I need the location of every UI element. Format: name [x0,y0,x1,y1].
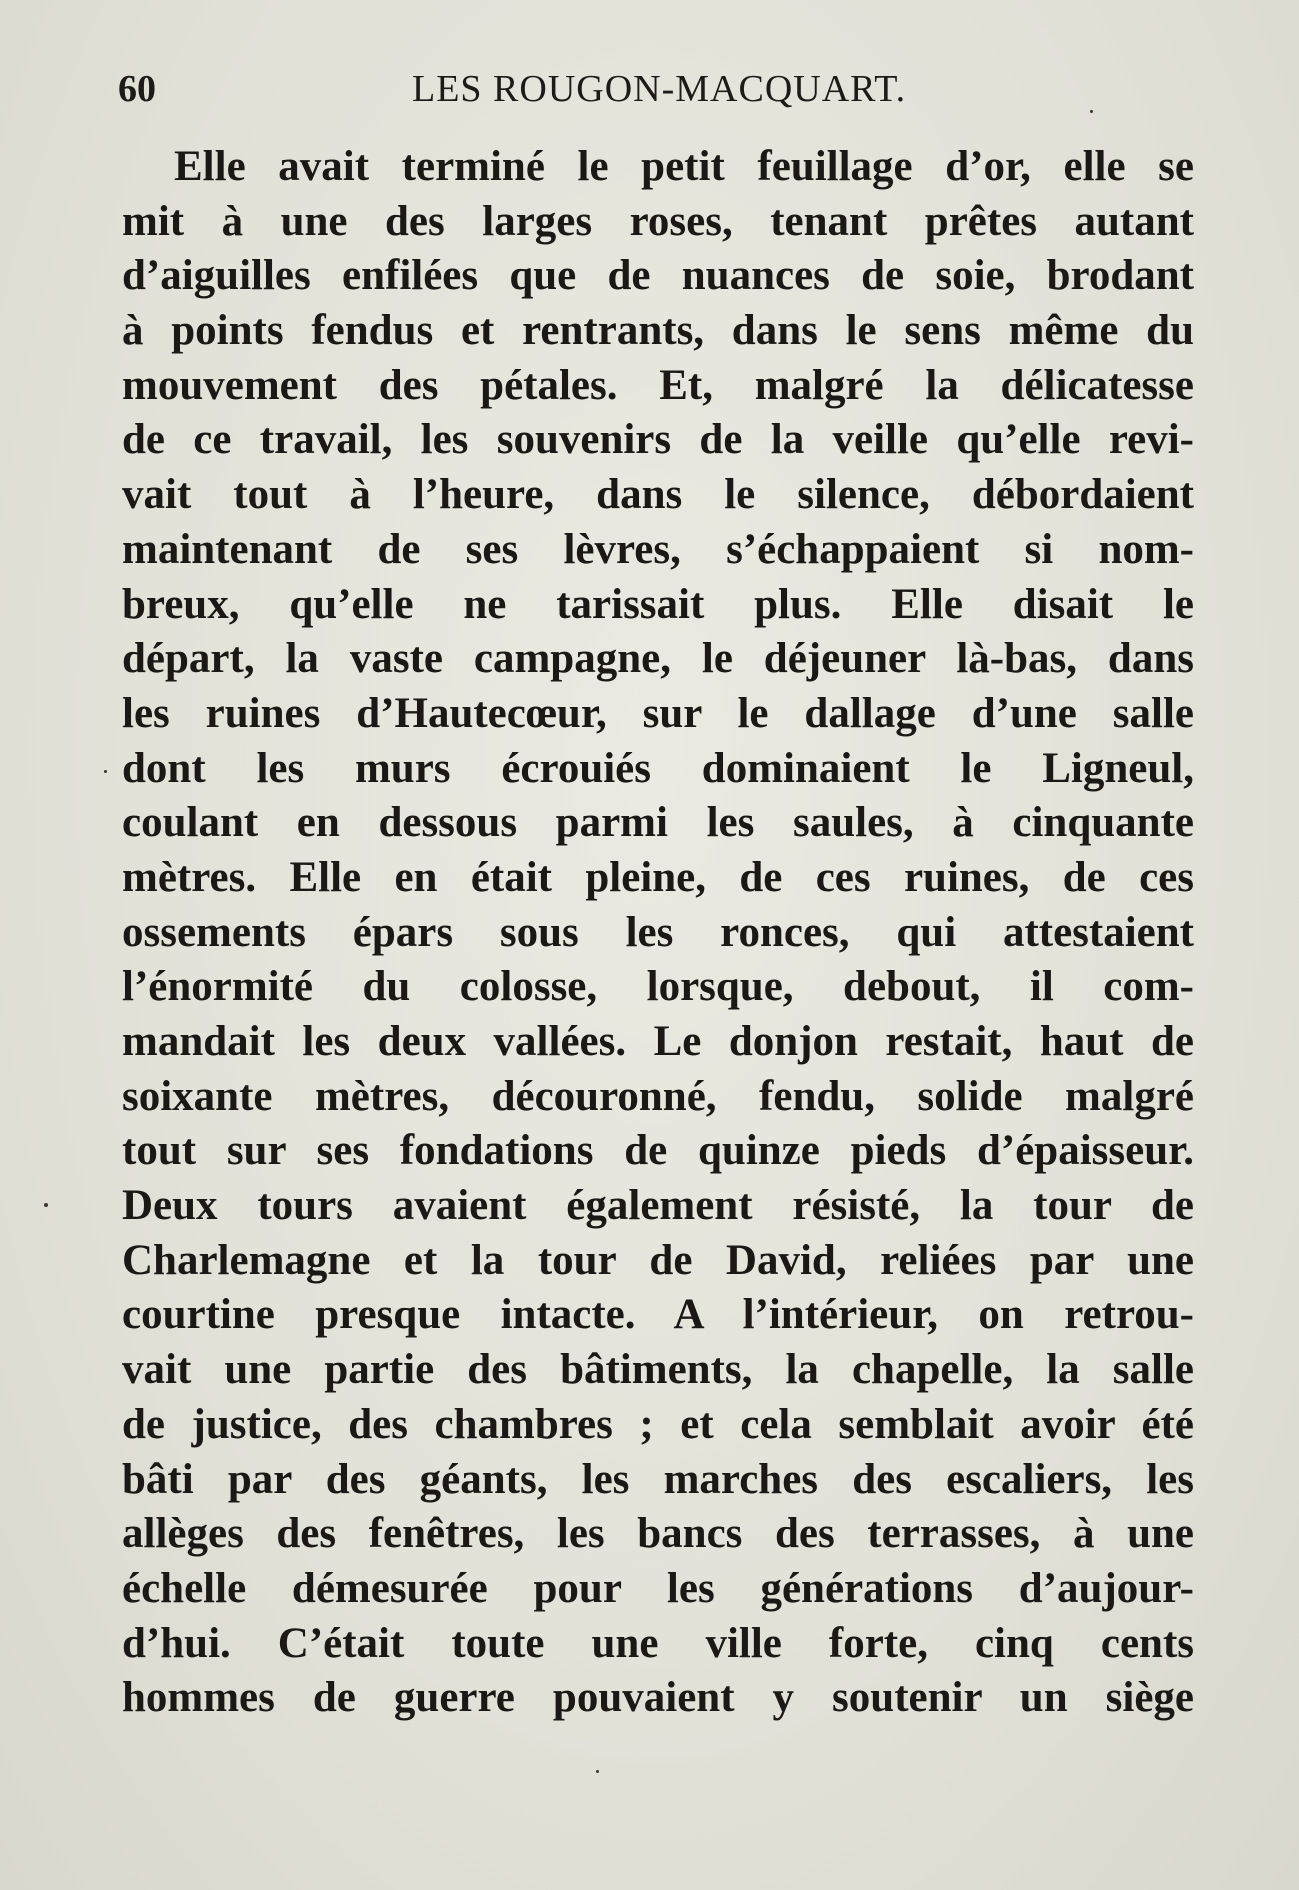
paper-speck [596,1770,599,1773]
text-line: mandait les deux vallées. Le donjon restait, haut de [122,1018,1194,1065]
paper-speck [1090,110,1093,113]
text-line: départ, la vaste campagne, le déjeuner là-bas, dans [122,635,1194,683]
text-line: maintenant de ses lèvres, s’échappaient si nom- [122,525,1194,573]
text-line: les ruines d’Hautecœur, sur le dallage d’une salle [122,689,1194,737]
paper-speck [44,1203,48,1207]
text-line: tout sur ses fondations de quinze pieds d’épaisseur. [122,1127,1194,1175]
text-line: hommes de guerre pouvaient y soutenir un siège [122,1674,1194,1722]
text-line: de ce travail, les souvenirs de la veille qu’elle revi- [122,416,1194,464]
text-line: de justice, des chambres ; et cela semblait avoir été [122,1400,1194,1448]
text-line: Deux tours avaient également résisté, la tour de [122,1182,1194,1230]
text-line: d’hui. C’était toute une ville forte, cinq cents [122,1619,1194,1667]
text-line: ossements épars sous les ronces, qui attestaient [122,908,1194,956]
text-line: courtine presque intacte. A l’intérieur, on retrou- [122,1291,1194,1339]
text-line: vait tout à l’heure, dans le silence, débordaient [122,471,1194,519]
page-header [118,64,1203,114]
page-number: 60 [118,68,156,110]
text-line: d’aiguilles enfilées que de nuances de soie, brodant [122,252,1194,300]
text-line: échelle démesurée pour les générations d’aujour- [122,1564,1194,1612]
text-line: mit à une des larges roses, tenant prêtes autant [122,197,1194,245]
text-line: à points fendus et rentrants, dans le sens même du [122,307,1194,355]
text-line: l’énormité du colosse, lorsque, debout, il com- [122,963,1194,1011]
body-paragraph [122,140,1194,1726]
text-line: coulant en dessous parmi les saules, à cinquante [122,799,1194,847]
text-line: bâti par des géants, les marches des escaliers, les [122,1455,1194,1503]
text-line: vait une partie des bâtiments, la chapelle, la salle [122,1346,1194,1394]
text-line: Charlemagne et la tour de David, reliées par une [122,1236,1194,1284]
text-line: mouvement des pétales. Et, malgré la délicatesse [122,361,1194,409]
text-line: Elle avait terminé le petit feuillage d’or, elle se [174,143,1194,190]
running-title: LES ROUGON-MACQUART. [412,68,907,110]
text-line: breux, qu’elle ne tarissait plus. Elle disait le [122,580,1194,628]
text-line: allèges des fenêtres, les bancs des terrasses, à une [122,1510,1194,1558]
text-line: soixante mètres, découronné, fendu, solide malgré [122,1072,1194,1120]
text-line: mètres. Elle en était pleine, de ces ruines, de ces [122,853,1194,901]
text-line: dont les murs écrouiés dominaient le Ligneul, [122,744,1194,792]
paper-speck [104,770,107,773]
